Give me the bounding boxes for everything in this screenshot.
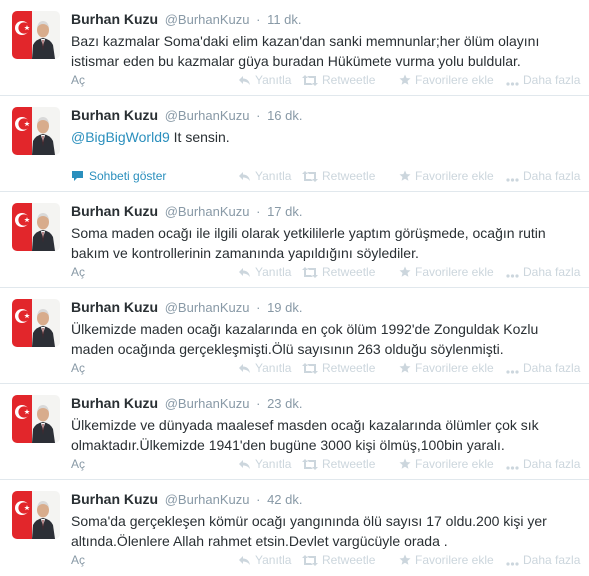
star-icon xyxy=(399,457,415,471)
more-dots-icon xyxy=(506,457,523,471)
more-dots-icon xyxy=(506,361,523,375)
show-conversation-link[interactable] xyxy=(71,168,166,186)
tweet-footer xyxy=(71,168,589,184)
expand-link[interactable]: Aç xyxy=(71,265,86,279)
separator: · xyxy=(256,300,261,315)
fullname[interactable]: Burhan Kuzu xyxy=(71,395,159,411)
retweet-label: Retweetle xyxy=(322,265,376,279)
show-conversation-label: Sohbeti göster xyxy=(89,169,167,183)
more-button[interactable] xyxy=(506,168,580,184)
fullname[interactable]: Burhan Kuzu xyxy=(71,203,159,219)
tweet[interactable] xyxy=(0,96,589,192)
more-label: Daha fazla xyxy=(523,457,581,471)
avatar[interactable] xyxy=(12,299,60,347)
star-icon xyxy=(399,73,415,87)
tweet-header xyxy=(71,106,583,124)
favorite-button[interactable] xyxy=(399,264,494,280)
tweet-text: Bazı kazmalar Soma'daki elim kazan'dan sanki memnunlar;her ölüm olayını istismar eden bu kazmalar güya buradan Hükümete vurma yolu buldular. xyxy=(71,33,540,69)
more-button[interactable] xyxy=(506,360,580,376)
retweet-label: Retweetle xyxy=(322,169,376,183)
more-dots-icon xyxy=(506,553,523,567)
favorite-button[interactable] xyxy=(399,360,494,376)
retweet-label: Retweetle xyxy=(322,457,376,471)
avatar[interactable] xyxy=(12,395,60,443)
mention-link[interactable]: @BigBigWorld9 xyxy=(71,129,170,145)
favorite-label: Favorilere ekle xyxy=(415,265,494,279)
timestamp[interactable]: 17 dk. xyxy=(267,204,303,219)
retweet-button[interactable] xyxy=(302,168,375,184)
tweet-header xyxy=(71,298,583,316)
reply-label: Yanıtla xyxy=(255,457,292,471)
retweet-icon xyxy=(302,169,322,183)
fullname[interactable]: Burhan Kuzu xyxy=(71,491,159,507)
avatar[interactable] xyxy=(12,203,60,251)
retweet-button[interactable] xyxy=(302,456,375,472)
username[interactable]: @BurhanKuzu xyxy=(164,204,250,219)
tweet-text: Soma'da gerçekleşen kömür ocağı yangınında ölü sayısı 17 oldu.200 kişi yer altında.Ölenlere Allah rahmet etsin.Devlet vargücüyle orada . xyxy=(71,513,547,549)
tweet-text: Ülkemizde maden ocağı kazalarında en çok ölüm 1992'de Zonguldak Kozlu maden ocağında gerçekleşmişti.Ölü sayısının 263 olduğu söylenmişti. xyxy=(71,321,539,357)
expand-link[interactable]: Aç xyxy=(71,553,86,567)
timestamp[interactable]: 11 dk. xyxy=(267,12,302,27)
expand-link[interactable]: Aç xyxy=(71,73,86,87)
timestamp[interactable]: 19 dk. xyxy=(267,300,303,315)
star-icon xyxy=(399,169,415,183)
separator: · xyxy=(256,396,261,411)
retweet-label: Retweetle xyxy=(322,361,376,375)
tweet-footer xyxy=(71,456,589,472)
tweet-content xyxy=(71,490,583,551)
tweet-text: Ülkemizde ve dünyada maalesef masden ocağı kazalarında ölümler çok sık olmaktadır.Ülkemizde 1941'den bugüne 3000 kişi ölmüş,100bin yaralı. xyxy=(71,417,539,453)
avatar[interactable] xyxy=(12,107,60,155)
more-label: Daha fazla xyxy=(523,361,581,375)
fullname[interactable]: Burhan Kuzu xyxy=(71,11,159,27)
favorite-button[interactable] xyxy=(399,72,494,88)
more-button[interactable] xyxy=(506,456,580,472)
username[interactable]: @BurhanKuzu xyxy=(164,108,250,123)
reply-icon xyxy=(238,73,255,87)
retweet-button[interactable] xyxy=(302,264,375,280)
expand-link[interactable]: Aç xyxy=(71,457,86,471)
retweet-icon xyxy=(302,553,322,567)
more-label: Daha fazla xyxy=(523,169,581,183)
tweet[interactable] xyxy=(0,480,589,576)
favorite-label: Favorilere ekle xyxy=(415,361,494,375)
tweet-content xyxy=(71,10,583,71)
tweet[interactable] xyxy=(0,384,589,480)
retweet-label: Retweetle xyxy=(322,73,376,87)
tweet-header xyxy=(71,490,583,508)
tweet-header xyxy=(71,394,583,412)
retweet-icon xyxy=(302,361,322,375)
tweet-content xyxy=(71,202,583,263)
more-button[interactable] xyxy=(506,552,580,568)
timestamp[interactable]: 16 dk. xyxy=(267,108,303,123)
fullname[interactable]: Burhan Kuzu xyxy=(71,107,159,123)
more-dots-icon xyxy=(506,265,523,279)
retweet-icon xyxy=(302,457,322,471)
fullname[interactable]: Burhan Kuzu xyxy=(71,299,159,315)
avatar[interactable] xyxy=(12,11,60,59)
reply-icon xyxy=(238,265,255,279)
more-button[interactable] xyxy=(506,264,580,280)
reply-button[interactable] xyxy=(238,168,291,184)
reply-icon xyxy=(238,457,255,471)
more-label: Daha fazla xyxy=(523,73,581,87)
favorite-label: Favorilere ekle xyxy=(415,553,494,567)
tweet-footer xyxy=(71,264,589,280)
reply-button[interactable] xyxy=(238,360,291,376)
tweet-footer xyxy=(71,360,589,376)
retweet-label: Retweetle xyxy=(322,553,376,567)
expand-link[interactable]: Aç xyxy=(71,361,86,375)
separator: · xyxy=(256,108,261,123)
tweet[interactable] xyxy=(0,0,589,96)
tweet-content xyxy=(71,298,583,359)
username[interactable]: @BurhanKuzu xyxy=(164,396,250,411)
reply-label: Yanıtla xyxy=(255,169,292,183)
speech-bubble-icon xyxy=(71,170,84,186)
more-label: Daha fazla xyxy=(523,265,581,279)
retweet-icon xyxy=(302,265,322,279)
reply-icon xyxy=(238,169,255,183)
tweet-content xyxy=(71,394,583,455)
reply-label: Yanıtla xyxy=(255,553,292,567)
star-icon xyxy=(399,265,415,279)
reply-button[interactable] xyxy=(238,552,291,568)
retweet-button[interactable] xyxy=(302,552,375,568)
tweet-header xyxy=(71,202,583,220)
reply-button[interactable] xyxy=(238,72,291,88)
reply-button[interactable] xyxy=(238,264,291,280)
star-icon xyxy=(399,361,415,375)
separator: · xyxy=(256,492,261,507)
favorite-button[interactable] xyxy=(399,168,494,184)
reply-icon xyxy=(238,361,255,375)
username[interactable]: @BurhanKuzu xyxy=(164,12,250,27)
avatar[interactable] xyxy=(12,491,60,539)
reply-label: Yanıtla xyxy=(255,73,292,87)
tweet-text: Soma maden ocağı ile ilgili olarak yetkililerle yaptım görüşmede, ocağın rutin bakım ve kontrollerinin zamanında yapıldığını söylediler. xyxy=(71,225,546,261)
separator: · xyxy=(256,204,261,219)
username[interactable]: @BurhanKuzu xyxy=(164,300,250,315)
tweet-content xyxy=(71,106,583,147)
tweet-text xyxy=(71,127,583,147)
tweet[interactable] xyxy=(0,192,589,288)
retweet-button[interactable] xyxy=(302,360,375,376)
favorite-label: Favorilere ekle xyxy=(415,73,494,87)
tweet[interactable] xyxy=(0,288,589,384)
favorite-button[interactable] xyxy=(399,552,494,568)
retweet-button[interactable] xyxy=(302,72,375,88)
separator: · xyxy=(256,12,261,27)
favorite-label: Favorilere ekle xyxy=(415,169,494,183)
reply-label: Yanıtla xyxy=(255,265,292,279)
reply-label: Yanıtla xyxy=(255,361,292,375)
more-dots-icon xyxy=(506,73,523,87)
tweet-footer xyxy=(71,552,589,568)
timestamp[interactable]: 42 dk. xyxy=(267,492,303,507)
favorite-label: Favorilere ekle xyxy=(415,457,494,471)
favorite-button[interactable] xyxy=(399,456,494,472)
reply-icon xyxy=(238,553,255,567)
more-button[interactable] xyxy=(506,72,580,88)
username[interactable]: @BurhanKuzu xyxy=(164,492,250,507)
tweet-text-body: It sensin. xyxy=(169,129,230,145)
more-label: Daha fazla xyxy=(523,553,581,567)
more-dots-icon xyxy=(506,169,523,183)
timestamp[interactable]: 23 dk. xyxy=(267,396,303,411)
tweet-header xyxy=(71,10,583,28)
retweet-icon xyxy=(302,73,322,87)
reply-button[interactable] xyxy=(238,456,291,472)
tweet-footer xyxy=(71,72,589,88)
star-icon xyxy=(399,553,415,567)
